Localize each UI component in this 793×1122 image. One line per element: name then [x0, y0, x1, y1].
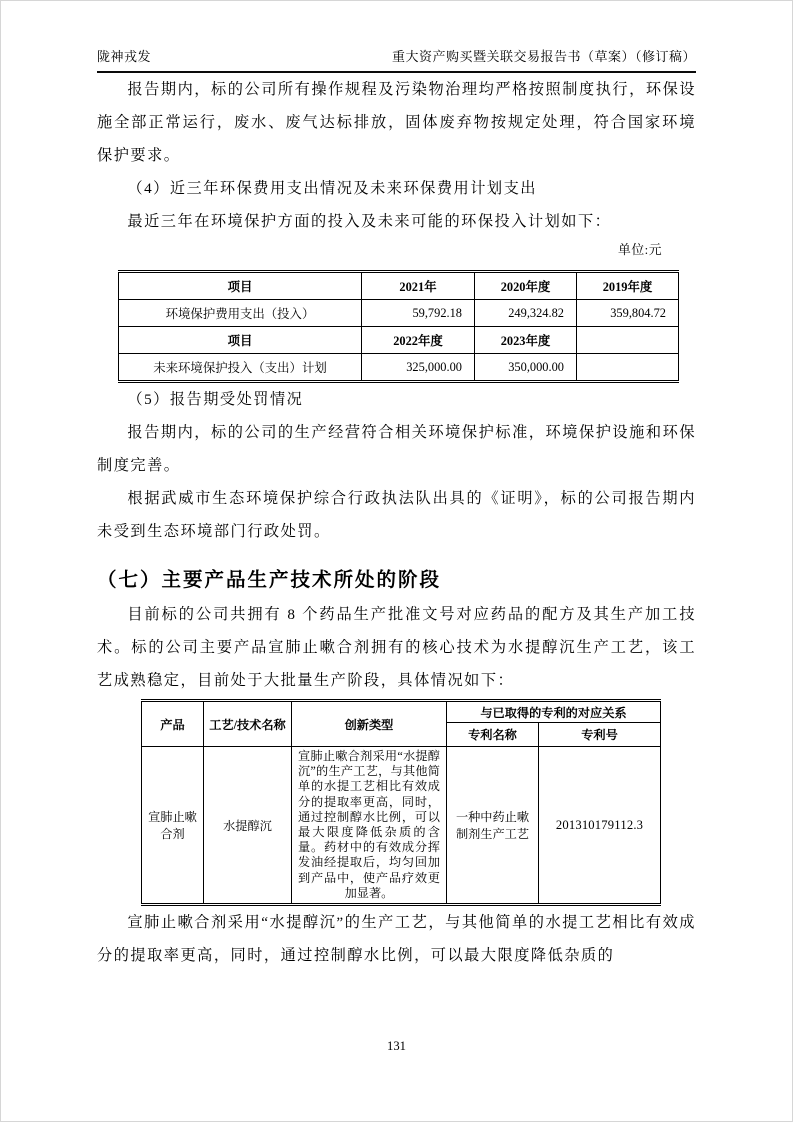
- page-number: 131: [387, 1039, 406, 1053]
- tech-table-cell-patent-name: 一种中药止嗽制剂生产工艺: [447, 747, 539, 905]
- env-table-header-item: 项目: [119, 272, 362, 300]
- page-header: [97, 1, 696, 73]
- header-company-name: 陇神戎发: [97, 49, 152, 64]
- subheading-env-costs: （4）近三年环保费用支出情况及未来环保费用计划支出: [127, 180, 537, 197]
- unit-label: 单位:元: [618, 243, 662, 257]
- paragraph-tech-detail: 宣肺止嗽合剂采用“水提醇沉”的生产工艺，与其他简单的水提工艺相比有效成分的提取率更高，同时，通过控制醇水比例，可以最大限度降低杂质的: [97, 914, 696, 965]
- env-table-cell-2021-value: 59,792.18: [362, 300, 475, 327]
- tech-table-header-row-1: [142, 701, 661, 723]
- env-table-cell-label: 环境保护费用支出（投入）: [119, 300, 362, 327]
- paragraph-invest-intro: 最近三年在环境保护方面的投入及未来可能的环保投入计划如下：: [127, 213, 612, 230]
- section-heading-production-tech: （七）主要产品生产技术所处的阶段: [97, 569, 442, 591]
- env-table-header-item-2: 项目: [119, 327, 362, 354]
- paragraph-products-overview: 目前标的公司共拥有 8 个药品生产批准文号对应药品的配方及其生产加工技术。标的公司主要产品宣肺止嗽合剂拥有的核心技术为水提醇沉生产工艺，该工艺成熟稳定，目前处于大批量生产阶段，具体情况如下：: [97, 606, 696, 689]
- tech-table-header-innovation-type: 创新类型: [292, 701, 447, 747]
- env-table-header-2019: 2019年度: [577, 272, 679, 300]
- header-doc-title: 重大资产购买暨关联交易报告书（草案）（修订稿）: [391, 49, 696, 64]
- paragraph-penalty-compliance: 报告期内，标的公司的生产经营符合相关环境保护标准，环境保护设施和环保制度完善。: [97, 424, 696, 474]
- env-table-row-plan: [119, 354, 679, 382]
- env-table-header-row-1: [119, 272, 679, 300]
- env-table-cell-2019-value: 359,804.72: [577, 300, 679, 327]
- tech-table-header-patent-group: 与已取得的专利的对应关系: [447, 701, 661, 723]
- subheading-penalty: （5）报告期受处罚情况: [127, 391, 304, 408]
- env-table-header-2022: 2022年度: [362, 327, 475, 354]
- env-table-header-2021: 2021年: [362, 272, 475, 300]
- env-table-cell-2023-value: 350,000.00: [475, 354, 577, 382]
- env-cost-table: [118, 270, 679, 383]
- env-table-cell-empty: [577, 354, 679, 382]
- tech-table-header-tech-name: 工艺/技术名称: [204, 701, 292, 747]
- tech-table-cell-tech: 水提醇沉: [204, 747, 292, 905]
- tech-table-cell-product: 宣肺止嗽合剂: [142, 747, 204, 905]
- env-table-header-row-2: [119, 327, 679, 354]
- env-table-cell-plan-label: 未来环境保护投入（支出）计划: [119, 354, 362, 382]
- env-table-header-2020: 2020年度: [475, 272, 577, 300]
- paragraph-env-operations: 报告期内，标的公司所有操作规程及污染物治理均严格按照制度执行，环保设施全部正常运行，废水、废气达标排放，固体废弃物按规定处理，符合国家环境保护要求。: [97, 81, 696, 164]
- env-table-header-2023: 2023年度: [475, 327, 577, 354]
- tech-table-header-product: 产品: [142, 701, 204, 747]
- env-table-row-expenditure: [119, 300, 679, 327]
- page-content: [97, 73, 696, 972]
- env-table-header-empty: [577, 327, 679, 354]
- tech-table-cell-patent-no: 201310179112.3: [539, 747, 661, 905]
- tech-table-header-patent-name: 专利名称: [447, 723, 539, 747]
- tech-stage-table: [141, 699, 661, 906]
- env-table-cell-2022-value: 325,000.00: [362, 354, 475, 382]
- tech-table-header-patent-no: 专利号: [539, 723, 661, 747]
- paragraph-penalty-certificate: 根据武威市生态环境保护综合行政执法队出具的《证明》，标的公司报告期内未受到生态环境部门行政处罚。: [97, 490, 696, 540]
- tech-table-cell-innovation: 宣肺止嗽合剂采用“水提醇沉”的生产工艺，与其他简单的水提工艺相比有效成分的提取率更高，同时，通过控制醇水比例，可以最大限度降低杂质的含量。药材中的有效成分挥发油经提取后，均匀回加到产品中，使产品疗效更加显著。: [292, 747, 447, 905]
- tech-table-data-row: [142, 747, 661, 905]
- env-table-cell-2020-value: 249,324.82: [475, 300, 577, 327]
